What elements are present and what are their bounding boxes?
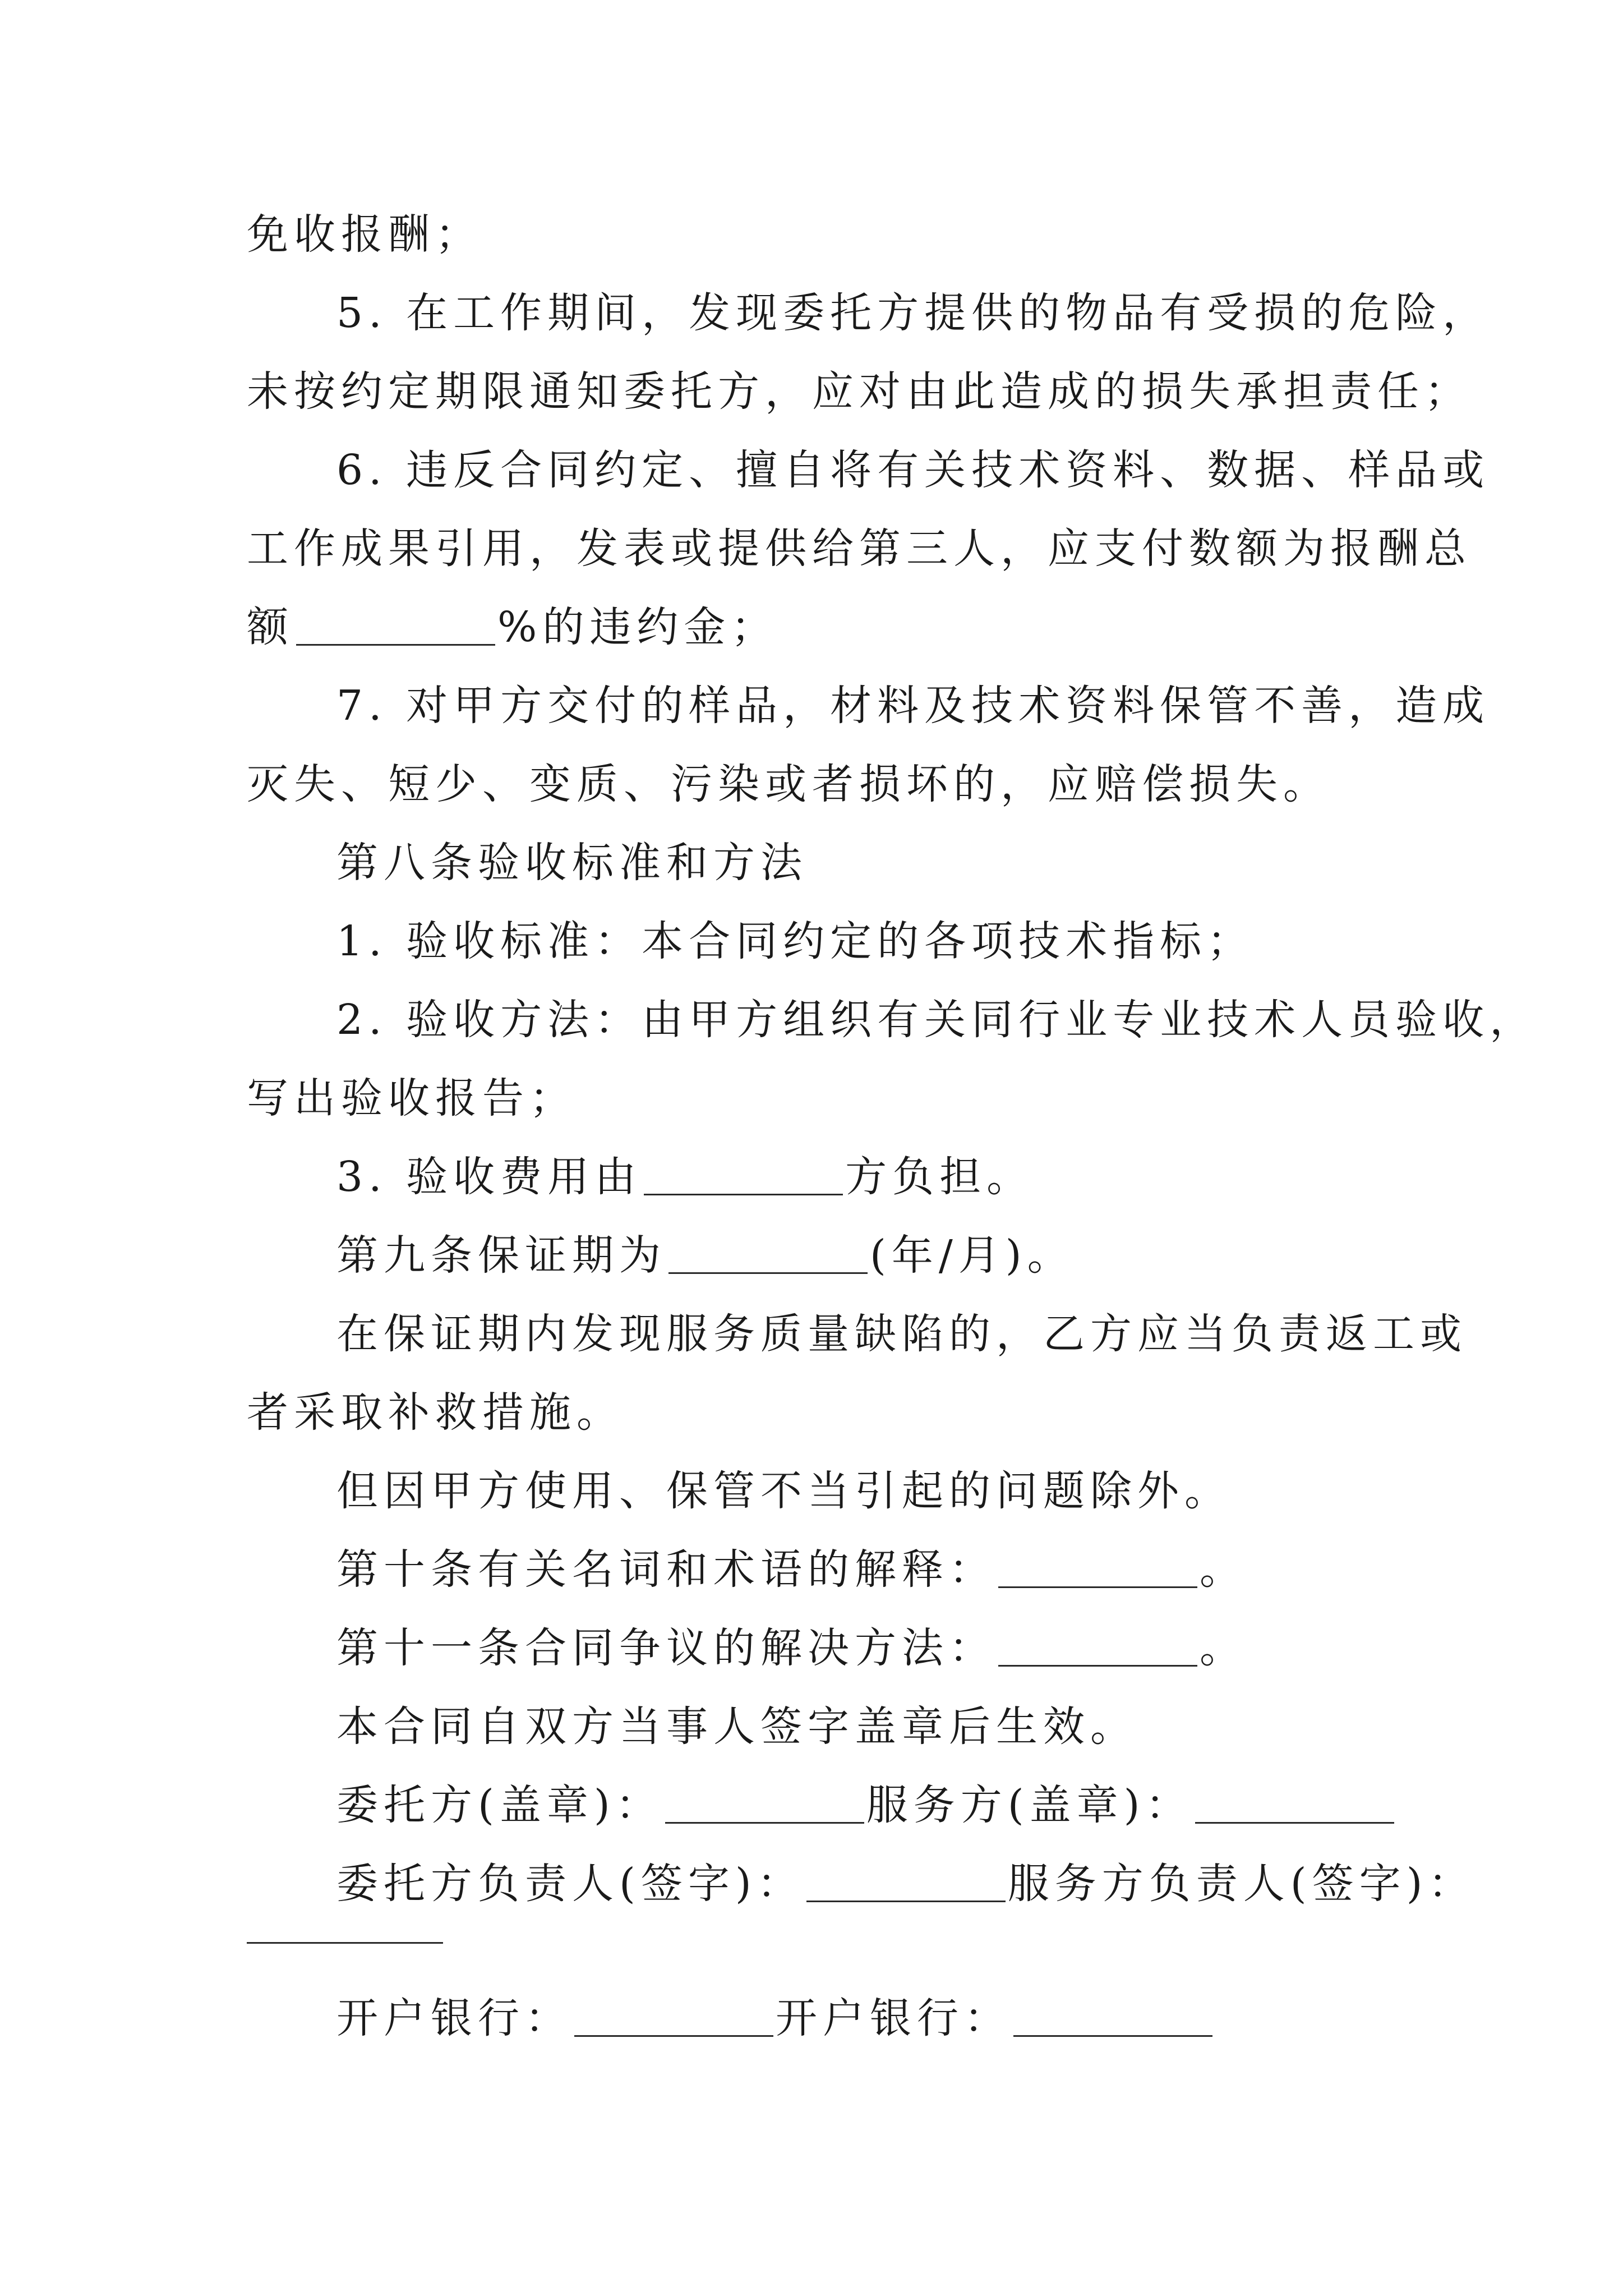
fill-in-blank[interactable] bbox=[296, 602, 495, 646]
text-line bbox=[247, 599, 778, 655]
text-line bbox=[336, 1463, 1232, 1519]
text-line bbox=[336, 992, 1537, 1048]
line-text: 额 bbox=[247, 603, 294, 651]
line-text: %的违约金； bbox=[497, 603, 778, 651]
line-text: 。 bbox=[1200, 1624, 1247, 1672]
line-text: 但因甲方使用、保管不当引起的问题除外。 bbox=[336, 1467, 1232, 1515]
line-text: 2. 验收方法：由甲方组织有关同行业专业技术人员验收， bbox=[336, 996, 1537, 1044]
line-text: 开户银行： bbox=[776, 1994, 1011, 2042]
fill-in-blank[interactable] bbox=[644, 1152, 843, 1195]
line-text: 6. 违反合同约定、擅自将有关技术资料、数据、样品或 bbox=[336, 446, 1490, 494]
signature-line bbox=[336, 1856, 1476, 1912]
line-text: 3. 验收费用由 bbox=[336, 1153, 642, 1201]
line-text: 方负担。 bbox=[845, 1153, 1034, 1201]
line-text: 第九条保证期为 bbox=[336, 1231, 666, 1280]
text-line bbox=[336, 678, 1490, 734]
text-line bbox=[336, 1542, 1247, 1598]
line-text: 1. 验收标准：本合同约定的各项技术指标； bbox=[336, 917, 1255, 965]
text-line bbox=[247, 756, 1330, 812]
line-text: 第十一条合同争议的解决方法： bbox=[336, 1624, 996, 1672]
signature-line bbox=[336, 1777, 1396, 1833]
fill-in-blank[interactable] bbox=[668, 1231, 868, 1274]
line-text: 开户银行： bbox=[336, 1994, 572, 2042]
line-text: 灭失、短少、变质、污染或者损坏的，应赔偿损失。 bbox=[247, 760, 1330, 808]
text-line bbox=[336, 285, 1490, 341]
text-line bbox=[247, 521, 1472, 577]
fill-in-blank[interactable] bbox=[1013, 1994, 1212, 2037]
line-text: 写出验收报告； bbox=[247, 1074, 577, 1122]
line-text: 委托方(盖章)： bbox=[336, 1781, 663, 1829]
line-text: 第八条验收标准和方法 bbox=[336, 839, 808, 887]
text-line bbox=[336, 1620, 1247, 1676]
fill-in-blank[interactable] bbox=[665, 1780, 864, 1824]
line-text: (年/月)。 bbox=[870, 1231, 1075, 1280]
fill-in-blank[interactable] bbox=[574, 1994, 773, 2037]
bank-line bbox=[336, 1990, 1215, 2046]
fill-in-blank[interactable] bbox=[998, 1623, 1197, 1667]
line-text: 本合同自双方当事人签字盖章后生效。 bbox=[336, 1703, 1137, 1751]
line-text: 免收报酬； bbox=[247, 210, 482, 259]
line-text: 第十条有关名词和术语的解释： bbox=[336, 1545, 996, 1594]
fill-in-blank[interactable] bbox=[1195, 1780, 1394, 1824]
line-text: 。 bbox=[1200, 1545, 1247, 1594]
text-line bbox=[247, 1070, 577, 1126]
fill-in-blank[interactable] bbox=[806, 1859, 1006, 1902]
text-line bbox=[336, 1699, 1137, 1755]
line-text: 服务方(盖章)： bbox=[866, 1781, 1193, 1829]
text-line bbox=[336, 1306, 1467, 1362]
text-line bbox=[336, 913, 1254, 969]
line-text: 者采取补救措施。 bbox=[247, 1388, 624, 1437]
line-text: 7. 对甲方交付的样品，材料及技术资料保管不善，造成 bbox=[336, 682, 1490, 730]
line-text: 未按约定期限通知委托方，应对由此造成的损失承担责任； bbox=[247, 367, 1472, 416]
text-line bbox=[247, 1384, 624, 1441]
line-text: 工作成果引用，发表或提供给第三人，应支付数额为报酬总 bbox=[247, 524, 1472, 573]
text-line bbox=[336, 1149, 1034, 1205]
line-text: 服务方负责人(签字)： bbox=[1007, 1860, 1476, 1908]
line-text: 委托方负责人(签字)： bbox=[336, 1860, 804, 1908]
text-line bbox=[336, 442, 1490, 498]
fill-in-blank[interactable] bbox=[247, 1942, 443, 1944]
text-line bbox=[247, 364, 1472, 420]
text-line bbox=[247, 206, 482, 263]
fill-in-blank[interactable] bbox=[998, 1545, 1197, 1588]
text-line bbox=[336, 1227, 1075, 1283]
article-heading bbox=[336, 835, 808, 891]
line-text: 在保证期内发现服务质量缺陷的，乙方应当负责返工或 bbox=[336, 1310, 1467, 1358]
line-text: 5. 在工作期间，发现委托方提供的物品有受损的危险， bbox=[336, 289, 1490, 337]
